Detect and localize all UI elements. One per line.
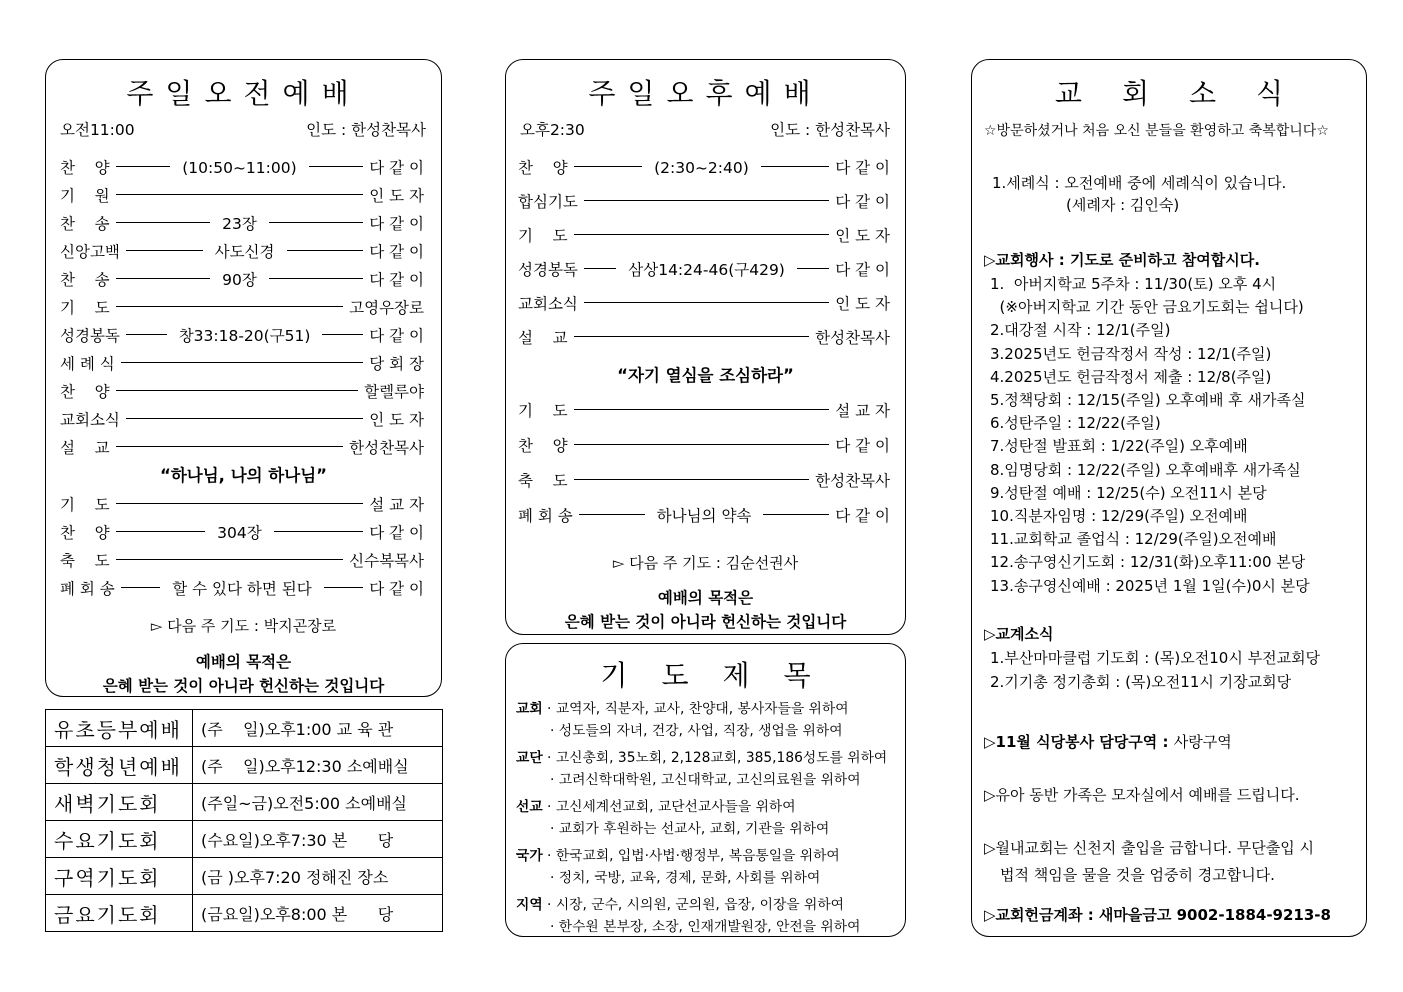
morning-item-label: 찬 송 xyxy=(60,215,110,233)
dash-leader xyxy=(116,503,364,504)
morning-order-item xyxy=(60,184,424,206)
morning-purpose-line2: 은혜 받는 것이 아니라 헌신하는 것입니다 xyxy=(102,676,385,695)
afternoon-item-label: 찬 양 xyxy=(518,159,568,177)
prayer-line: 한국교회, 입법·사법·행정부, 복음통일을 위하여 xyxy=(555,848,840,864)
bullet-dot: · xyxy=(542,848,556,864)
morning-item-label: 찬 양 xyxy=(60,524,110,542)
morning-item-person: 설 교 자 xyxy=(369,496,424,514)
dash-leader xyxy=(126,418,363,419)
morning-order-item xyxy=(60,436,424,458)
morning-order-item xyxy=(60,380,424,402)
schedule-info: (수요일)오후7:30 본 당 xyxy=(193,821,443,858)
schedule-info: (금 )오후7:20 정해진 장소 xyxy=(193,858,443,895)
dash-leader xyxy=(584,302,829,303)
warning-line1: ▷월내교회는 신천지 출입을 금합니다. 무단출입 시 xyxy=(984,839,1314,857)
morning-item-label: 기 도 xyxy=(60,496,110,514)
dash-leader xyxy=(126,334,167,335)
schedule-name: 구역기도회 xyxy=(46,858,193,895)
dash-leader xyxy=(116,306,343,307)
afternoon-item-label: 설 교 xyxy=(518,329,568,347)
prayer-group-line2 xyxy=(550,768,861,788)
dash-leader xyxy=(269,278,363,279)
afternoon-item-person: 다 같 이 xyxy=(835,507,891,525)
dash-leader xyxy=(579,514,645,515)
prayer-group-line2 xyxy=(550,915,860,935)
event-item: 9.성탄절 예배 : 12/25(수) 오전11시 본당 xyxy=(990,483,1267,502)
schedule-name: 수요기도회 xyxy=(46,821,193,858)
afternoon-item-person: 다 같 이 xyxy=(835,159,891,177)
afternoon-item-person: 인 도 자 xyxy=(835,295,890,313)
bullet-dot: · xyxy=(550,821,559,837)
morning-item-detail: 90장 xyxy=(222,271,257,289)
morning-leader: 인도 : 한성찬목사 xyxy=(306,121,426,139)
afternoon-next-prayer: ▻ 다음 주 기도 : 김순선권사 xyxy=(612,554,799,572)
morning-sermon-title: “하나님, 나의 하나님” xyxy=(160,466,327,485)
afternoon-item-label: 교회소식 xyxy=(518,295,578,313)
morning-item-detail: (10:50~11:00) xyxy=(182,159,297,177)
dash-leader xyxy=(574,409,830,410)
dash-leader xyxy=(116,278,210,279)
afternoon-purpose-line2: 은혜 받는 것이 아니라 헌신하는 것입니다 xyxy=(564,612,847,631)
bullet-dot: · xyxy=(542,750,556,766)
dash-leader xyxy=(116,446,343,447)
morning-item-label: 찬 양 xyxy=(60,159,110,177)
morning-item-label: 찬 송 xyxy=(60,271,110,289)
event-item: 5.정책당회 : 12/15(주일) 오후예배 후 새가족실 xyxy=(990,391,1306,409)
event-item: 6.성탄주일 : 12/22(주일) xyxy=(990,414,1161,433)
event-item: 10.직분자임명 : 12/29(주일) 오전예배 xyxy=(990,507,1248,525)
baptism-line1: 1.세례식 : 오전예배 중에 세례식이 있습니다. xyxy=(992,174,1287,192)
afternoon-order-item xyxy=(518,399,890,421)
schedule-row xyxy=(46,858,443,895)
morning-item-person: 할렐루야 xyxy=(364,383,424,401)
morning-item-person: 다 같 이 xyxy=(369,524,424,542)
schedule-name: 유초등부예배 xyxy=(46,710,193,747)
prayer-group xyxy=(516,697,849,717)
presbytery-item: 1.부산마마클럽 기도회 : (목)오전10시 부전교회당 xyxy=(990,649,1321,667)
morning-item-label: 기 도 xyxy=(60,299,110,317)
event-item: 12.송구영신기도회 : 12/31(화)오후11:00 본당 xyxy=(990,553,1306,572)
dash-leader xyxy=(584,200,829,201)
morning-item-label: 찬 양 xyxy=(60,383,110,401)
presbytery-item: 2.기기총 정기총회 : (목)오전11시 기장교회당 xyxy=(990,673,1292,691)
dash-leader xyxy=(269,222,363,223)
afternoon-item-label: 기 도 xyxy=(518,227,568,245)
prayer-line: 교역자, 직분자, 교사, 찬양대, 봉사자들을 위하여 xyxy=(555,701,849,717)
bullet-dot: · xyxy=(550,772,559,788)
prayer-category: 지역 xyxy=(516,897,543,913)
afternoon-order-item xyxy=(518,292,890,314)
prayer-group xyxy=(516,746,887,766)
morning-item-person: 다 같 이 xyxy=(369,327,424,345)
news-title: 교회소식 xyxy=(1054,77,1324,110)
event-item: 4.2025년도 헌금작정서 제출 : 12/8(주일) xyxy=(990,367,1272,386)
afternoon-order-item xyxy=(518,156,890,178)
morning-order-item xyxy=(60,408,424,430)
morning-item-person: 고영우장로 xyxy=(349,299,424,317)
dash-leader xyxy=(121,587,160,588)
morning-item-detail: 할 수 있다 하면 된다 xyxy=(172,580,312,598)
morning-item-detail: 창33:18-20(구51) xyxy=(178,327,311,345)
morning-item-detail: 사도신경 xyxy=(214,243,275,261)
welcome-text: ☆방문하셨거나 처음 오신 분들을 환영하고 축복합니다☆ xyxy=(984,123,1329,139)
schedule-table xyxy=(45,709,443,932)
morning-item-person: 한성찬목사 xyxy=(349,439,424,457)
church-news-panel xyxy=(971,59,1367,937)
schedule-row xyxy=(46,821,443,858)
afternoon-order-item xyxy=(518,469,890,491)
afternoon-order-item xyxy=(518,504,890,526)
dash-leader xyxy=(574,479,809,480)
prayer-group-line2 xyxy=(550,719,843,739)
morning-item-detail: 304장 xyxy=(217,524,262,542)
presbytery-heading: ▷교계소식 xyxy=(984,625,1054,643)
morning-order-item xyxy=(60,577,424,599)
afternoon-order-item xyxy=(518,224,890,246)
prayer-category: 국가 xyxy=(516,848,543,864)
morning-item-label: 설 교 xyxy=(60,439,110,457)
dash-leader xyxy=(116,166,171,167)
dash-leader xyxy=(574,444,830,445)
dash-leader xyxy=(116,531,206,532)
dash-leader xyxy=(584,268,616,269)
bullet-dot: · xyxy=(550,870,559,886)
schedule-info: (금요일)오후8:00 본 당 xyxy=(193,895,443,932)
event-item: 1. 아버지학교 5주차 : 11/30(토) 오후 4시 xyxy=(990,275,1277,293)
schedule-row xyxy=(46,710,443,747)
prayer-group xyxy=(516,844,840,864)
event-item: 8.임명당회 : 12/22(주일) 오후예배후 새가족실 xyxy=(990,460,1301,479)
morning-item-label: 폐 회 송 xyxy=(60,580,115,598)
dash-leader xyxy=(797,268,829,269)
morning-order-item xyxy=(60,521,424,543)
morning-item-person: 다 같 이 xyxy=(369,215,425,233)
morning-item-label: 기 원 xyxy=(60,187,110,205)
morning-item-label: 교회소식 xyxy=(60,411,120,429)
events-heading: ▷교회행사 : 기도로 준비하고 참여합시다. xyxy=(984,251,1260,269)
prayer-line: 한수원 본부장, 소장, 인재개발원장, 안전을 위하여 xyxy=(558,919,861,935)
dash-leader xyxy=(309,166,364,167)
prayer-title: 기도제목 xyxy=(600,659,845,692)
morning-order-item xyxy=(60,352,424,374)
prayer-line: 정치, 국방, 교육, 경제, 문화, 사회를 위하여 xyxy=(558,870,821,886)
morning-item-person: 다 같 이 xyxy=(369,159,425,177)
schedule-name: 학생청년예배 xyxy=(46,747,193,784)
afternoon-item-label: 합심기도 xyxy=(518,193,578,211)
afternoon-item-label: 기 도 xyxy=(518,402,568,420)
afternoon-item-label: 축 도 xyxy=(518,472,568,490)
afternoon-time: 오후2:30 인도 : 한성찬목사 xyxy=(520,118,890,140)
afternoon-leader: 인도 : 한성찬목사 xyxy=(770,121,890,139)
bullet-dot: · xyxy=(542,701,556,717)
prayer-line: 성도들의 자녀, 건강, 사업, 직장, 생업을 위하여 xyxy=(558,723,843,739)
morning-order-item xyxy=(60,240,424,262)
morning-title: 주일오전예배 xyxy=(126,77,361,110)
bullet-dot: · xyxy=(542,897,556,913)
morning-time: 오전11:00 인도 : 한성찬목사 xyxy=(60,118,426,140)
prayer-group xyxy=(516,893,844,913)
morning-item-person: 인 도 자 xyxy=(369,187,424,205)
afternoon-order-item xyxy=(518,434,890,456)
prayer-category: 교단 xyxy=(516,750,543,766)
morning-order-item xyxy=(60,296,424,318)
bullet-dot: · xyxy=(542,799,556,815)
afternoon-sermon-title: “자기 열심을 조심하라” xyxy=(617,366,794,385)
bullet-dot: · xyxy=(550,723,559,739)
prayer-category: 선교 xyxy=(516,799,543,815)
dash-leader xyxy=(761,166,829,167)
prayer-line: 시장, 군수, 시의원, 군의원, 읍장, 이장을 위하여 xyxy=(555,897,844,913)
morning-item-person: 다 같 이 xyxy=(369,271,425,289)
morning-item-person: 다 같 이 xyxy=(369,580,424,598)
afternoon-item-person: 다 같 이 xyxy=(835,261,890,279)
warning-line2: 법적 책임을 물을 것을 엄중히 경고합니다. xyxy=(1000,866,1275,884)
prayer-line: 고려신학대학원, 고신대학교, 고신의료원을 위하여 xyxy=(558,772,861,788)
morning-order-item xyxy=(60,156,424,178)
event-item: 2.대강절 시작 : 12/1(주일) xyxy=(990,321,1171,340)
morning-item-detail: 23장 xyxy=(222,215,257,233)
afternoon-order-item xyxy=(518,326,890,348)
morning-order-item xyxy=(60,493,424,515)
afternoon-item-label: 찬 양 xyxy=(518,437,568,455)
dash-leader xyxy=(126,250,203,251)
morning-order-item xyxy=(60,549,424,571)
afternoon-order-item xyxy=(518,258,890,280)
prayer-line: 교회가 후원하는 선교사, 교회, 기관을 위하여 xyxy=(558,821,830,837)
morning-item-person: 당 회 장 xyxy=(369,355,424,373)
dash-leader xyxy=(116,194,364,195)
dash-leader xyxy=(274,531,364,532)
dash-leader xyxy=(121,362,363,363)
dash-leader xyxy=(322,334,363,335)
afternoon-item-person: 한성찬목사 xyxy=(815,472,890,490)
schedule-info: (주 일)오후1:00 교 육 관 xyxy=(193,710,443,747)
schedule-info: (주 일)오후12:30 소예배실 xyxy=(193,747,443,784)
dash-leader xyxy=(574,234,830,235)
afternoon-item-person: 설 교 자 xyxy=(835,402,890,420)
infant-notice: ▷유아 동반 가족은 모자실에서 예배를 드립니다. xyxy=(984,786,1300,804)
prayer-line: 고신세계선교회, 교단선교사들을 위하여 xyxy=(555,799,796,815)
prayer-group xyxy=(516,795,796,815)
afternoon-order-item xyxy=(518,190,890,212)
morning-item-person: 신수복목사 xyxy=(349,552,424,570)
event-item: 7.성탄절 발표회 : 1/22(주일) 오후예배 xyxy=(990,437,1248,456)
prayer-category: 교회 xyxy=(516,701,543,717)
dash-leader xyxy=(116,390,358,391)
morning-order-item xyxy=(60,268,424,290)
bullet-dot: · xyxy=(550,919,559,935)
morning-item-label: 축 도 xyxy=(60,552,110,570)
schedule-name: 새벽기도회 xyxy=(46,784,193,821)
schedule-row xyxy=(46,747,443,784)
dash-leader xyxy=(574,336,809,337)
prayer-line: 고신총회, 35노회, 2,128교회, 385,186성도를 위하여 xyxy=(555,750,888,766)
event-item: 13.송구영신예배 : 2025년 1월 1일(수)0시 본당 xyxy=(990,576,1310,595)
dash-leader xyxy=(763,514,829,515)
afternoon-item-label: 성경봉독 xyxy=(518,261,578,279)
morning-order-item xyxy=(60,212,424,234)
dash-leader xyxy=(116,559,343,560)
morning-item-person: 인 도 자 xyxy=(369,411,424,429)
schedule-row xyxy=(46,895,443,932)
afternoon-purpose-line1: 예배의 목적은 xyxy=(657,588,754,607)
dash-leader xyxy=(574,166,642,167)
dash-leader xyxy=(287,250,364,251)
morning-order-item xyxy=(60,324,424,346)
morning-item-label: 성경봉독 xyxy=(60,327,120,345)
morning-next-prayer: ▻ 다음 주 기도 : 박지곤장로 xyxy=(150,617,337,635)
dash-leader xyxy=(324,587,363,588)
meal-service: ▷11월 식당봉사 담당구역 : 사랑구역 xyxy=(984,733,1232,751)
afternoon-item-detail: 삼상14:24-46(구429) xyxy=(628,261,785,279)
afternoon-item-person: 다 같 이 xyxy=(835,437,890,455)
afternoon-title: 주일오후예배 xyxy=(588,77,823,110)
schedule-name: 금요기도회 xyxy=(46,895,193,932)
baptism-line2: (세례자 : 김인숙) xyxy=(1066,196,1180,214)
afternoon-item-person: 다 같 이 xyxy=(835,193,890,211)
event-item: 11.교회학교 졸업식 : 12/29(주일)오전예배 xyxy=(990,530,1277,549)
prayer-topics-panel xyxy=(505,643,906,937)
morning-item-label: 세 례 식 xyxy=(60,355,115,373)
afternoon-item-label: 폐 회 송 xyxy=(518,507,573,525)
schedule-info: (주일~금)오전5:00 소예배실 xyxy=(193,784,443,821)
event-item: (※아버지학교 기간 동안 금요기도회는 쉽니다) xyxy=(990,298,1304,317)
prayer-group-line2 xyxy=(550,866,820,886)
afternoon-item-person: 인 도 자 xyxy=(835,227,890,245)
afternoon-item-detail: (2:30~2:40) xyxy=(654,159,749,177)
afternoon-item-detail: 하나님의 약속 xyxy=(656,507,752,525)
event-item: 3.2025년도 헌금작정서 작성 : 12/1(주일) xyxy=(990,344,1272,363)
dash-leader xyxy=(116,222,210,223)
schedule-row xyxy=(46,784,443,821)
afternoon-item-person: 한성찬목사 xyxy=(815,329,890,347)
account-info: ▷교회헌금계좌 : 새마을금고 9002-1884-9213-8 xyxy=(984,906,1331,924)
morning-item-person: 다 같 이 xyxy=(369,243,424,261)
prayer-group-line2 xyxy=(550,817,829,837)
morning-item-label: 신앙고백 xyxy=(60,243,120,261)
morning-purpose-line1: 예배의 목적은 xyxy=(195,652,292,671)
morning-service-panel xyxy=(45,59,442,697)
afternoon-service-panel xyxy=(505,59,906,635)
